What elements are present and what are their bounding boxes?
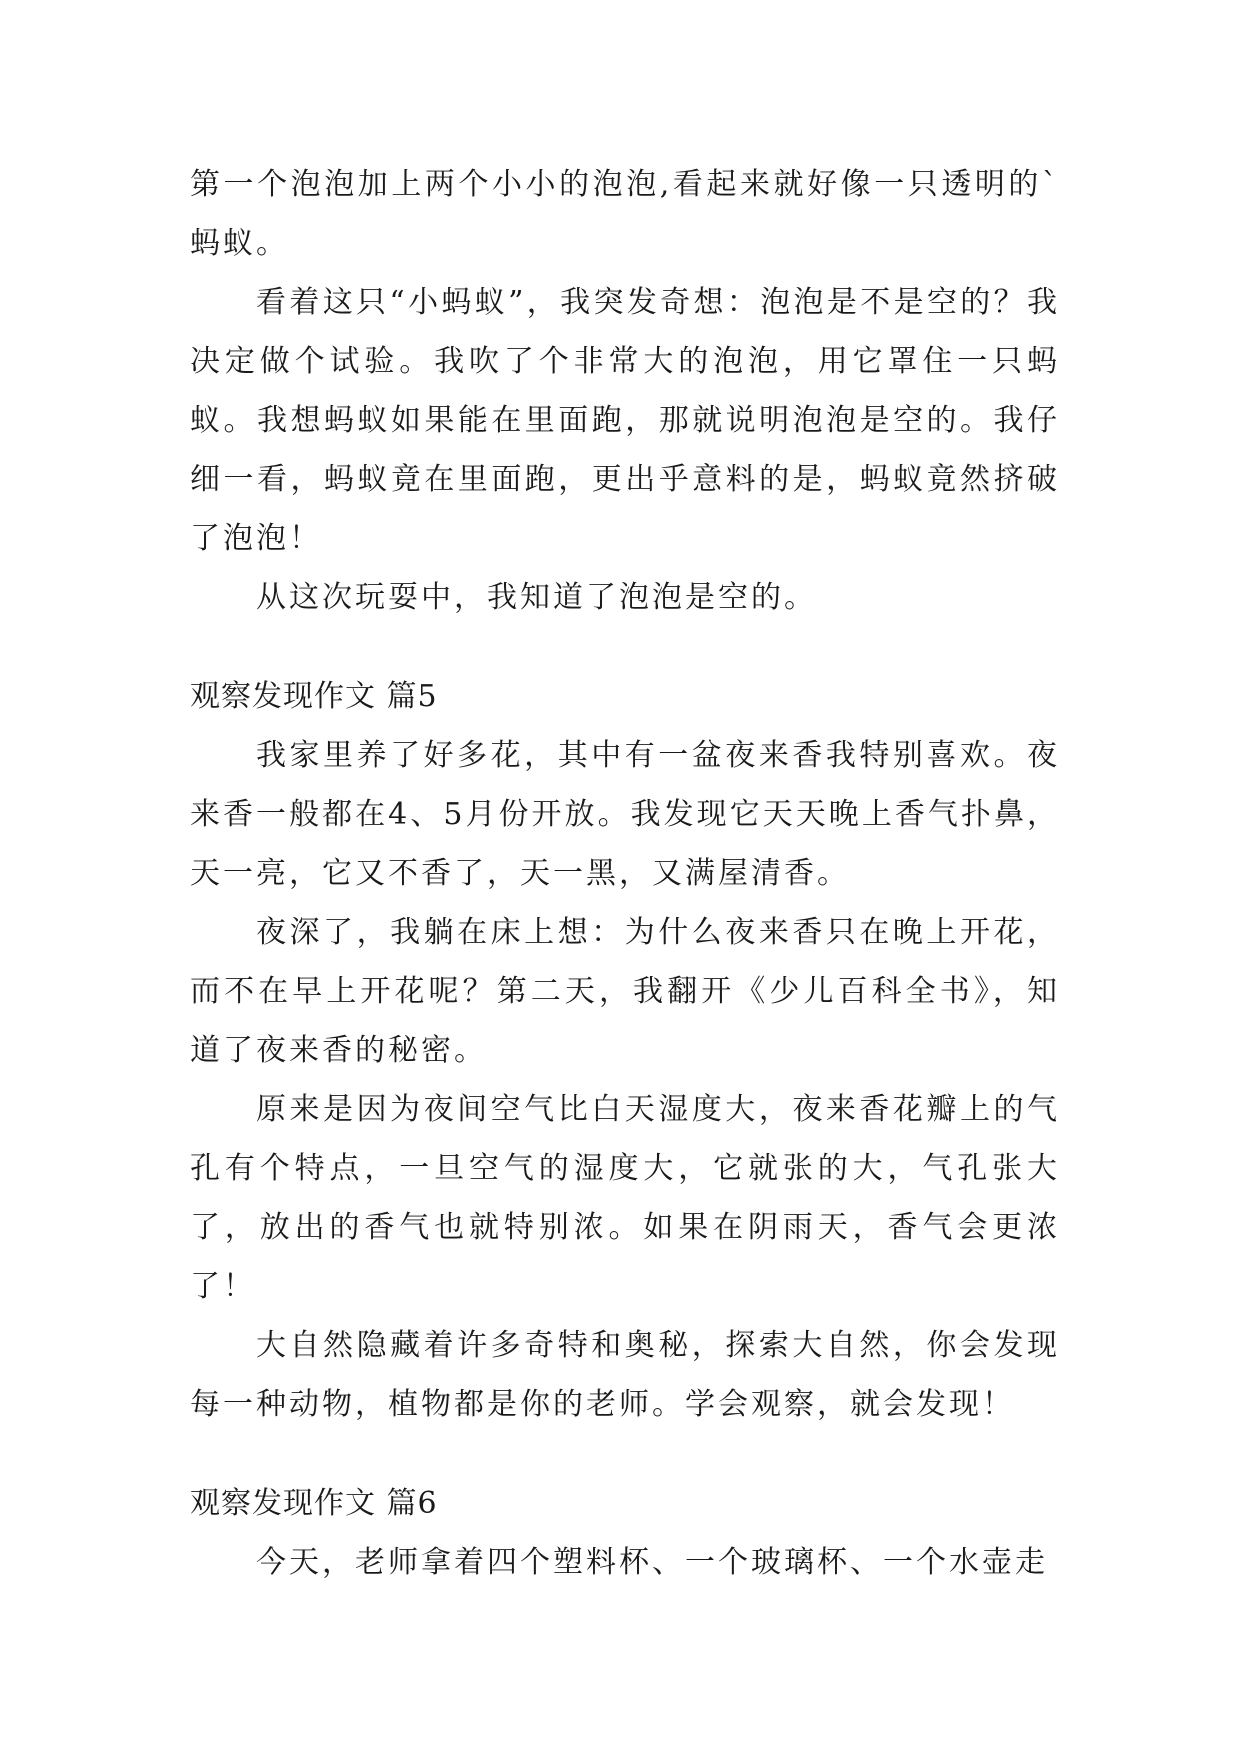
paragraph-8: 今天，老师拿着四个塑料杯、一个玻璃杯、一个水壶走	[256, 1545, 1048, 1580]
paragraph-2: 看着这只“小蚂蚁”，我突发奇想：泡泡是不是空的？我决定做个试验。我吹了个非常大的泡泡，用它罩住一只蚂蚁。我想蚂蚁如果能在里面跑，那就说明泡泡是空的。我仔细一看，蚂蚁竟在里面跑，更出乎意料的是，蚂蚁竟然挤破了泡泡！	[190, 285, 1060, 556]
paragraph-6: 原来是因为夜间空气比白天湿度大，夜来香花瓣上的气孔有个特点，一旦空气的湿度大，它就张的大，气孔张大了，放出的香气也就特别浓。如果在阴雨天，香气会更浓了！	[190, 1092, 1060, 1304]
paragraph-7: 大自然隐藏着许多奇特和奥秘，探索大自然，你会发现每一种动物，植物都是你的老师。学会观察，就会发现！	[190, 1328, 1060, 1422]
section-heading-6: 观察发现作文 篇6	[190, 1486, 438, 1521]
paragraph-5: 夜深了，我躺在床上想：为什么夜来香只在晚上开花，而不在早上开花呢？第二天，我翻开《少儿百科全书》，知道了夜来香的秘密。	[190, 915, 1060, 1068]
paragraph-1: 第一个泡泡加上两个小小的泡泡,看起来就好像一只透明的`蚂蚁。	[190, 167, 1060, 261]
section-heading-5: 观察发现作文 篇5	[190, 679, 438, 714]
document-page	[190, 155, 1060, 1592]
paragraph-3: 从这次玩耍中，我知道了泡泡是空的。	[256, 580, 817, 615]
paragraph-4: 我家里养了好多花，其中有一盆夜来香我特别喜欢。夜来香一般都在4、5月份开放。我发现它天天晚上香气扑鼻，天一亮，它又不香了，天一黑，又满屋清香。	[190, 738, 1060, 891]
